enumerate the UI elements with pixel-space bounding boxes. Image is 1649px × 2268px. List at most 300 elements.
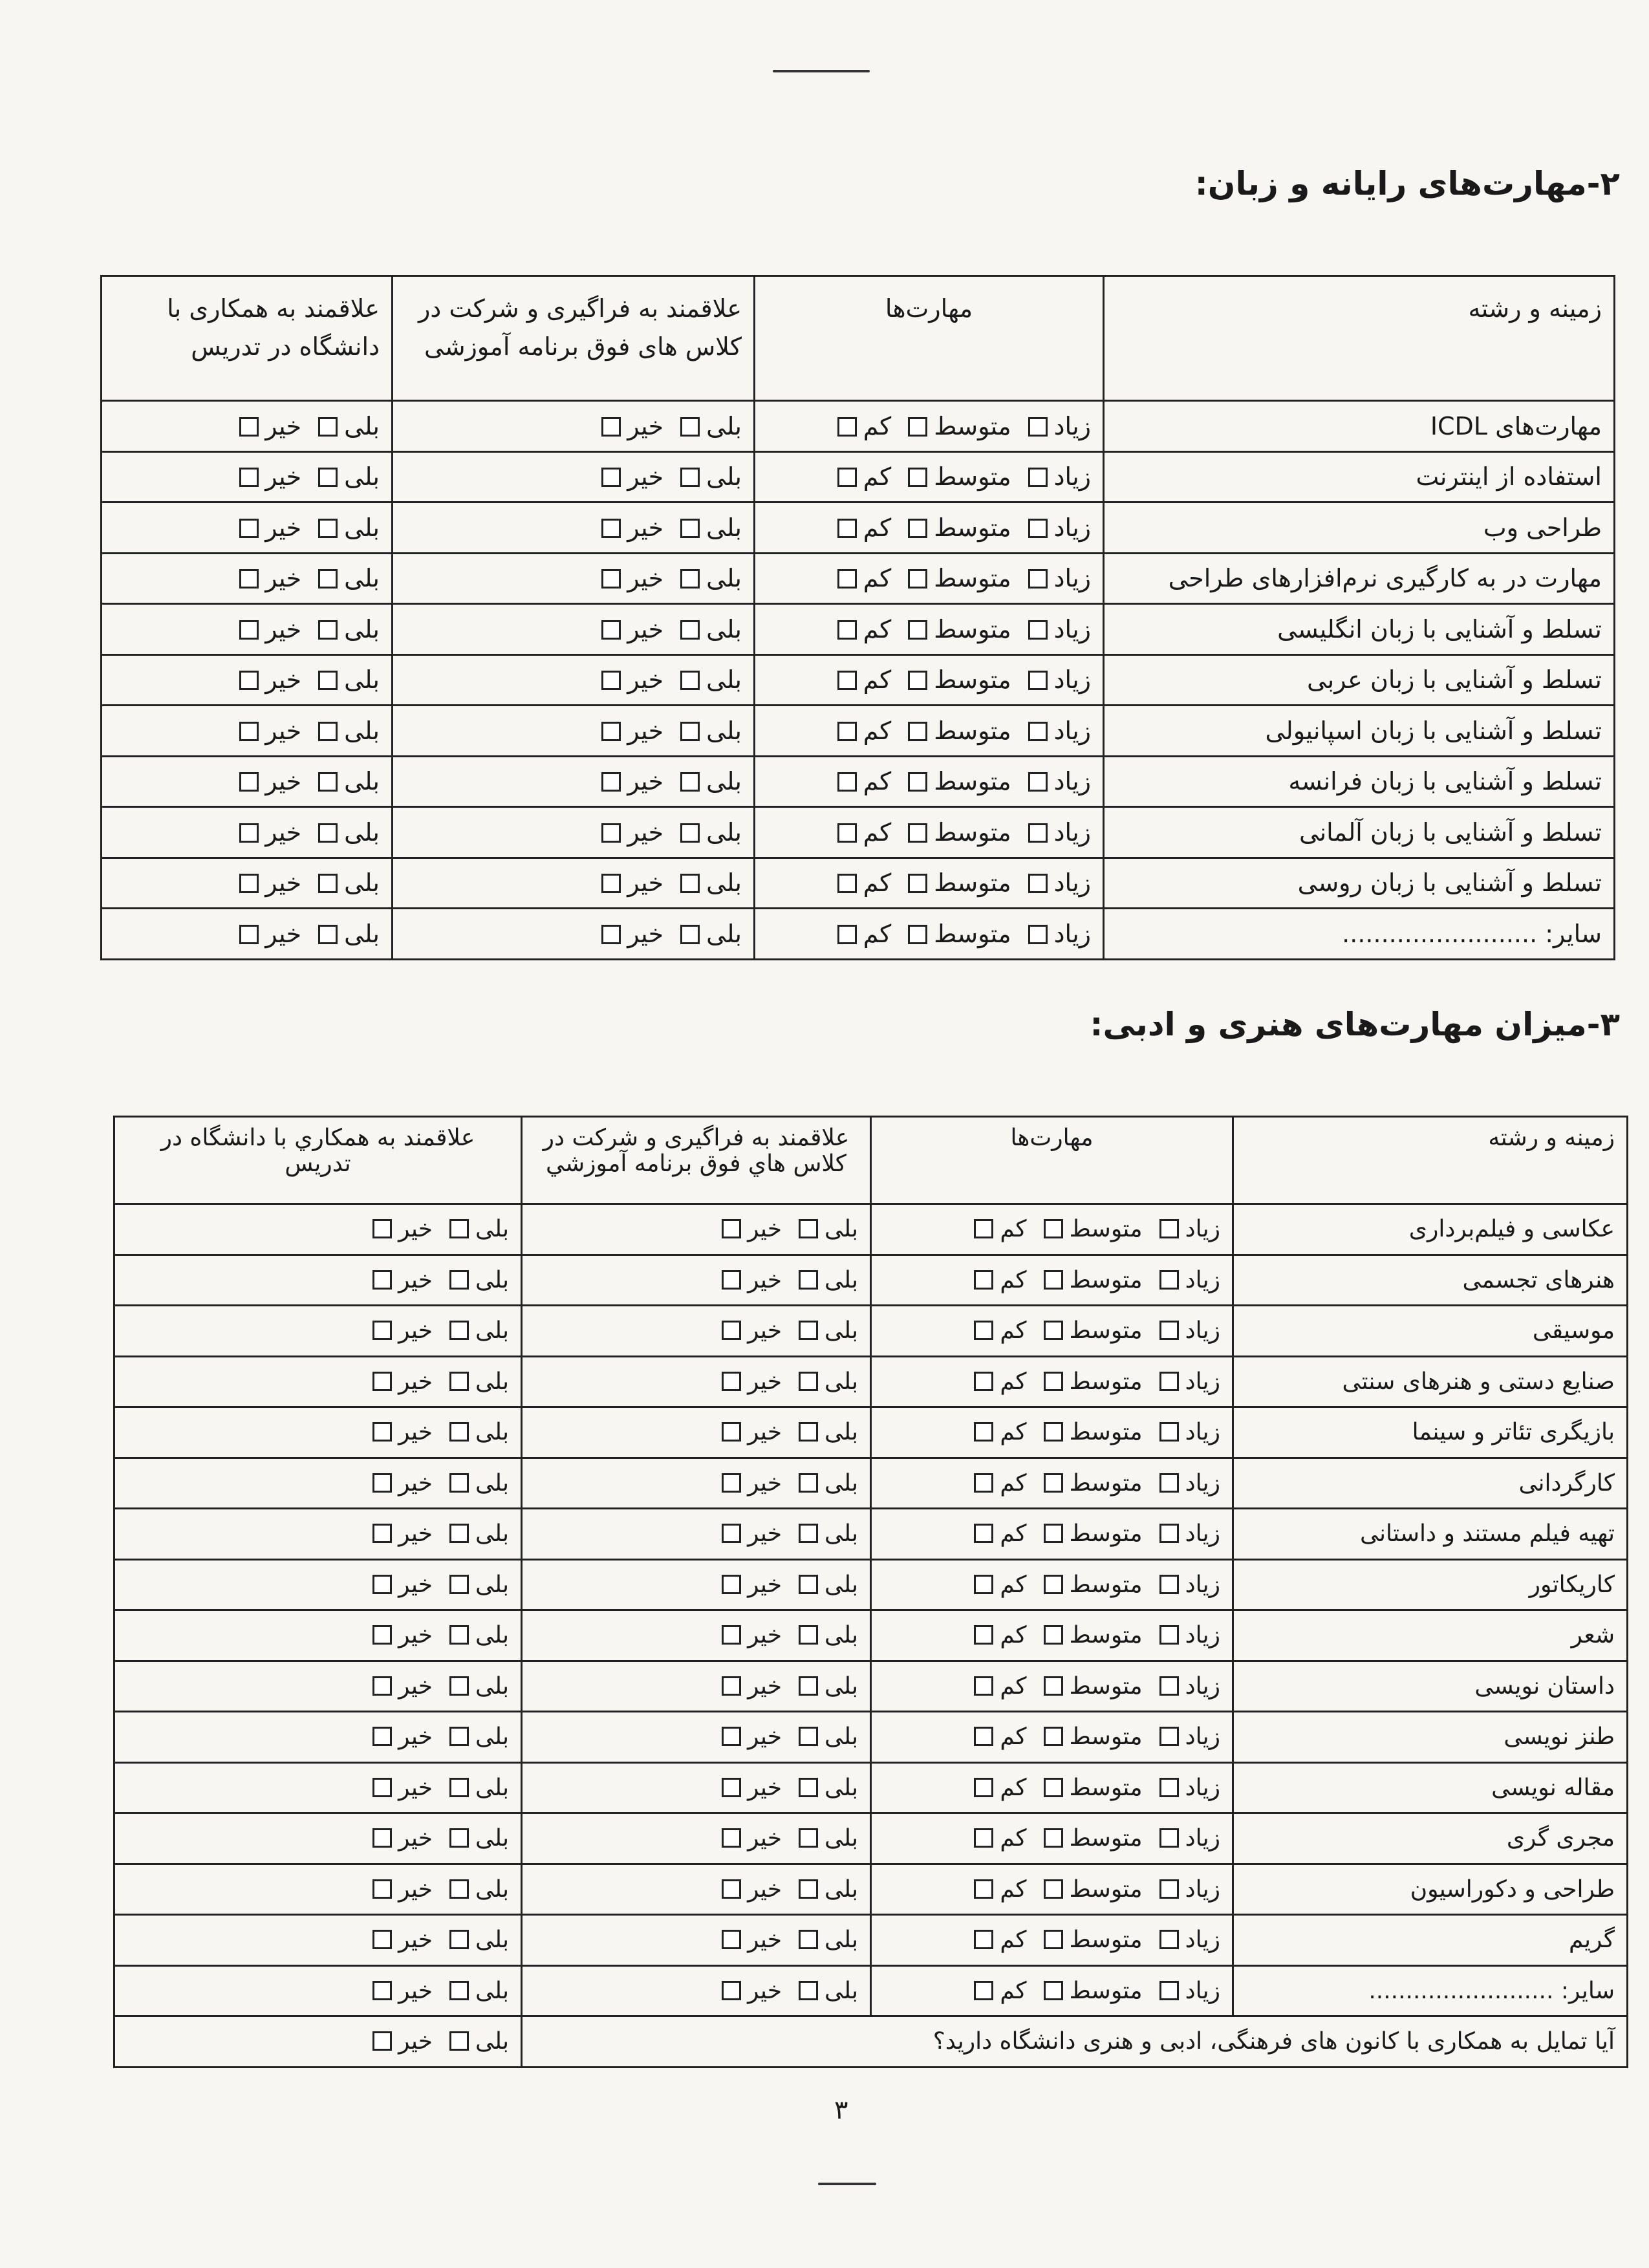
checkbox-medium[interactable] <box>1044 1321 1063 1340</box>
option-high <box>1159 1216 1220 1242</box>
checkbox-low[interactable] <box>974 1524 993 1543</box>
checkbox-learn-no[interactable] <box>722 1422 741 1442</box>
option-label: زیاد <box>1053 513 1091 542</box>
option-learn-no <box>722 1216 782 1242</box>
checkbox-low[interactable] <box>974 1422 993 1442</box>
checkbox-medium[interactable] <box>1044 1575 1063 1594</box>
option-medium <box>1044 1825 1143 1852</box>
checkbox-collab-no[interactable] <box>239 519 259 538</box>
option-collab-yes <box>318 920 380 948</box>
option-label: بلی <box>706 716 742 745</box>
option-label: خیر <box>748 1266 782 1293</box>
option-learn-no <box>722 1317 782 1344</box>
checkbox-collab-yes[interactable] <box>318 519 338 538</box>
table-row <box>114 1407 1628 1458</box>
option-label: بلی <box>344 869 380 898</box>
option-label: کم <box>1000 1571 1027 1598</box>
option-label: متوسط <box>1069 1723 1143 1751</box>
checkbox-collab-yes[interactable] <box>449 1473 469 1493</box>
option-medium <box>908 462 1011 491</box>
option-label: زیاد <box>1185 1723 1220 1751</box>
checkbox-collab-yes[interactable] <box>449 1676 469 1696</box>
option-label: بلی <box>824 1825 858 1852</box>
checkbox-learn-no[interactable] <box>722 1575 741 1594</box>
checkbox-low[interactable] <box>837 772 857 792</box>
checkbox-collab-no[interactable] <box>372 1219 392 1238</box>
checkbox-learn-no[interactable] <box>722 1473 741 1493</box>
field-name-cell <box>1104 807 1615 858</box>
checkbox-collab-no[interactable] <box>239 722 259 741</box>
checkbox-collab-no[interactable] <box>372 1676 392 1696</box>
checkbox-learn-yes[interactable] <box>799 1524 818 1543</box>
option-learn-no <box>601 462 663 491</box>
checkbox-learn-yes[interactable] <box>799 1321 818 1340</box>
checkbox-medium[interactable] <box>908 519 927 538</box>
option-label: متوسط <box>1069 1927 1143 1954</box>
checkbox-learn-yes[interactable] <box>799 1828 818 1848</box>
checkbox-collab-no[interactable] <box>239 772 259 792</box>
checkbox-collab-yes[interactable] <box>318 468 338 487</box>
checkbox-high[interactable] <box>1028 823 1048 843</box>
checkbox-learn-no[interactable] <box>601 417 621 437</box>
option-label: متوسط <box>934 411 1011 440</box>
option-label: متوسط <box>934 564 1011 593</box>
checkbox-collab-no[interactable] <box>372 1879 392 1899</box>
table-row <box>114 1762 1628 1813</box>
checkbox-learn-no[interactable] <box>722 1524 741 1543</box>
checkbox-medium[interactable] <box>1044 1727 1063 1746</box>
option-learn-no <box>601 412 663 440</box>
checkbox-low[interactable] <box>974 1321 993 1340</box>
checkbox-medium[interactable] <box>908 722 927 741</box>
option-label: خیر <box>627 513 664 542</box>
checkbox-collab-yes[interactable] <box>318 772 338 792</box>
checkbox-collab-yes[interactable] <box>449 1270 469 1290</box>
checkbox-medium[interactable] <box>1044 1676 1063 1696</box>
checkbox-learn-no[interactable] <box>722 1930 741 1949</box>
checkbox-learn-no[interactable] <box>722 1270 741 1290</box>
learn-interest-cell <box>393 756 755 807</box>
checkbox-collab-yes[interactable] <box>318 417 338 437</box>
checkbox-low[interactable] <box>837 874 857 893</box>
checkbox-collab-no[interactable] <box>239 823 259 843</box>
checkbox-medium[interactable] <box>908 772 927 792</box>
field-name: مقاله نویسی <box>1491 1774 1615 1801</box>
checkbox-collab-yes[interactable] <box>449 1930 469 1949</box>
checkbox-learn-no[interactable] <box>601 569 621 589</box>
collab-interest-cell <box>114 1356 522 1407</box>
checkbox-learn-yes[interactable] <box>799 1372 818 1391</box>
checkbox-learn-no[interactable] <box>722 1981 741 2000</box>
checkbox-collab-no[interactable] <box>372 1981 392 2000</box>
learn-interest-cell <box>393 909 755 960</box>
checkbox-learn-no[interactable] <box>722 1321 741 1340</box>
checkbox-medium[interactable] <box>908 620 927 640</box>
checkbox-collab-no[interactable] <box>372 1575 392 1594</box>
option-label: زیاد <box>1185 1266 1220 1293</box>
option-collab-no <box>239 513 301 542</box>
checkbox-final-yes[interactable] <box>449 2031 469 2051</box>
option-high <box>1028 412 1091 440</box>
checkbox-medium[interactable] <box>1044 1879 1063 1899</box>
checkbox-collab-yes[interactable] <box>449 1778 469 1797</box>
option-collab-yes <box>318 717 380 745</box>
checkbox-learn-no[interactable] <box>601 468 621 487</box>
checkbox-collab-no[interactable] <box>239 671 259 690</box>
checkbox-low[interactable] <box>837 417 857 437</box>
checkbox-learn-yes[interactable] <box>680 671 700 690</box>
table-row <box>114 1559 1628 1610</box>
field-name-cell <box>1233 1864 1628 1915</box>
checkbox-learn-no[interactable] <box>601 722 621 741</box>
checkbox-learn-yes[interactable] <box>680 569 700 589</box>
option-medium <box>1044 1927 1143 1953</box>
checkbox-learn-yes[interactable] <box>799 1473 818 1493</box>
checkbox-low[interactable] <box>974 1879 993 1899</box>
checkbox-medium[interactable] <box>908 569 927 589</box>
checkbox-high[interactable] <box>1028 519 1048 538</box>
checkbox-low[interactable] <box>837 722 857 741</box>
checkbox-collab-no[interactable] <box>239 569 259 589</box>
option-label: خیر <box>627 767 664 796</box>
checkbox-medium[interactable] <box>1044 1422 1063 1442</box>
checkbox-collab-yes[interactable] <box>449 1727 469 1746</box>
checkbox-learn-yes[interactable] <box>680 823 700 843</box>
checkbox-low[interactable] <box>974 1219 993 1238</box>
checkbox-learn-yes[interactable] <box>799 1879 818 1899</box>
checkbox-learn-no[interactable] <box>722 1778 741 1797</box>
table-row <box>102 451 1615 502</box>
option-label: کم <box>863 411 892 440</box>
checkbox-learn-yes[interactable] <box>680 417 700 437</box>
option-label: خیر <box>265 462 302 491</box>
checkbox-collab-yes[interactable] <box>318 569 338 589</box>
checkbox-collab-yes[interactable] <box>449 1625 469 1645</box>
option-label: متوسط <box>1069 1571 1143 1598</box>
checkbox-medium[interactable] <box>1044 1219 1063 1238</box>
checkbox-high[interactable] <box>1159 1473 1179 1493</box>
option-collab-no <box>239 412 301 440</box>
checkbox-low[interactable] <box>837 925 857 944</box>
option-collab-yes <box>318 412 380 440</box>
option-collab-no <box>239 717 301 745</box>
option-label: کم <box>1000 1927 1027 1954</box>
checkbox-high[interactable] <box>1028 468 1048 487</box>
checkbox-learn-yes[interactable] <box>799 1676 818 1696</box>
option-low <box>974 1927 1026 1953</box>
checkbox-medium[interactable] <box>1044 1372 1063 1391</box>
checkbox-collab-no[interactable] <box>239 620 259 640</box>
option-high <box>1028 818 1091 847</box>
checkbox-learn-no[interactable] <box>601 620 621 640</box>
learn-interest-cell <box>393 451 755 502</box>
option-label: زیاد <box>1053 767 1091 796</box>
checkbox-collab-no[interactable] <box>372 1372 392 1391</box>
checkbox-medium[interactable] <box>908 874 927 893</box>
checkbox-learn-no[interactable] <box>601 823 621 843</box>
checkbox-medium[interactable] <box>908 671 927 690</box>
field-name: موسیقی <box>1532 1317 1615 1345</box>
checkbox-learn-yes[interactable] <box>680 468 700 487</box>
checkbox-collab-yes[interactable] <box>318 874 338 893</box>
checkbox-learn-no[interactable] <box>722 1219 741 1238</box>
checkbox-learn-yes[interactable] <box>680 772 700 792</box>
checkbox-low[interactable] <box>974 1981 993 2000</box>
checkbox-learn-no[interactable] <box>722 1879 741 1899</box>
option-collab-yes <box>318 869 380 897</box>
checkbox-learn-yes[interactable] <box>680 722 700 741</box>
checkbox-low[interactable] <box>974 1625 993 1645</box>
option-label: بلی <box>475 1977 509 2004</box>
checkbox-collab-yes[interactable] <box>318 722 338 741</box>
option-learn-yes <box>799 1368 858 1395</box>
checkbox-high[interactable] <box>1028 417 1048 437</box>
checkbox-learn-yes[interactable] <box>680 874 700 893</box>
option-collab-no <box>372 1622 433 1648</box>
checkbox-collab-no[interactable] <box>239 925 259 944</box>
checkbox-collab-no[interactable] <box>372 1422 392 1442</box>
checkbox-high[interactable] <box>1159 1321 1179 1340</box>
checkbox-medium[interactable] <box>1044 1828 1063 1848</box>
option-low <box>837 615 891 643</box>
field-name-cell <box>1233 1407 1628 1458</box>
checkbox-learn-yes[interactable] <box>680 620 700 640</box>
checkbox-high[interactable] <box>1159 1828 1179 1848</box>
option-label: متوسط <box>934 919 1011 948</box>
checkbox-collab-yes[interactable] <box>449 1981 469 2000</box>
option-label: خیر <box>748 1216 782 1243</box>
checkbox-low[interactable] <box>974 1575 993 1594</box>
checkbox-low[interactable] <box>837 823 857 843</box>
option-low <box>974 1368 1026 1395</box>
option-label: خیر <box>398 1317 433 1345</box>
learn-interest-cell <box>522 1204 871 1255</box>
collab-interest-cell <box>102 858 393 909</box>
option-label: زیاد <box>1053 817 1091 847</box>
checkbox-collab-no[interactable] <box>372 1778 392 1797</box>
option-label: بلی <box>344 716 380 745</box>
checkbox-low[interactable] <box>974 1828 993 1848</box>
checkbox-learn-no[interactable] <box>601 874 621 893</box>
checkbox-high[interactable] <box>1159 1727 1179 1746</box>
option-label: متوسط <box>934 513 1011 542</box>
collab-interest-cell <box>102 451 393 502</box>
checkbox-high[interactable] <box>1159 1270 1179 1290</box>
option-label: بلی <box>706 614 742 643</box>
checkbox-low[interactable] <box>837 671 857 690</box>
checkbox-high[interactable] <box>1028 772 1048 792</box>
option-label: بلی <box>475 1875 509 1903</box>
checkbox-high[interactable] <box>1159 1625 1179 1645</box>
collab-interest-cell <box>114 1610 522 1661</box>
table-row <box>114 1661 1628 1712</box>
checkbox-high[interactable] <box>1159 1575 1179 1594</box>
checkbox-learn-yes[interactable] <box>799 1981 818 2000</box>
checkbox-high[interactable] <box>1159 1676 1179 1696</box>
option-label: خیر <box>627 665 664 695</box>
field-name: تسلط و آشنایی با زبان روسی <box>1297 869 1602 898</box>
collab-interest-cell <box>114 1407 522 1458</box>
table-row <box>102 807 1615 858</box>
page-number: ۳ <box>834 2095 848 2125</box>
checkbox-medium[interactable] <box>908 925 927 944</box>
option-label: خیر <box>398 2028 433 2055</box>
checkbox-low[interactable] <box>974 1676 993 1696</box>
checkbox-collab-yes[interactable] <box>449 1828 469 1848</box>
option-low <box>974 1978 1026 2004</box>
option-collab-no <box>239 564 301 592</box>
checkbox-low[interactable] <box>974 1930 993 1949</box>
checkbox-collab-no[interactable] <box>372 1727 392 1746</box>
checkbox-collab-no[interactable] <box>239 468 259 487</box>
option-label: بلی <box>706 564 742 593</box>
checkbox-medium[interactable] <box>1044 1270 1063 1290</box>
checkbox-final-no[interactable] <box>372 2031 392 2051</box>
option-collab-no <box>372 1825 433 1852</box>
checkbox-learn-no[interactable] <box>722 1727 741 1746</box>
checkbox-collab-yes[interactable] <box>318 671 338 690</box>
checkbox-low[interactable] <box>974 1727 993 1746</box>
table-row <box>114 1965 1628 2016</box>
checkbox-learn-yes[interactable] <box>680 925 700 944</box>
option-collab-no <box>372 1520 433 1547</box>
checkbox-low[interactable] <box>837 569 857 589</box>
field-name-cell <box>1233 1712 1628 1763</box>
table-row <box>102 553 1615 604</box>
checkbox-medium[interactable] <box>1044 1625 1063 1645</box>
checkbox-learn-yes[interactable] <box>799 1270 818 1290</box>
checkbox-collab-yes[interactable] <box>449 1524 469 1543</box>
checkbox-learn-yes[interactable] <box>799 1575 818 1594</box>
checkbox-high[interactable] <box>1028 671 1048 690</box>
checkbox-learn-yes[interactable] <box>799 1778 818 1797</box>
checkbox-low[interactable] <box>974 1473 993 1493</box>
checkbox-low[interactable] <box>837 620 857 640</box>
checkbox-low[interactable] <box>974 1372 993 1391</box>
option-learn-no <box>722 1876 782 1903</box>
checkbox-collab-no[interactable] <box>372 1625 392 1645</box>
checkbox-learn-no[interactable] <box>722 1676 741 1696</box>
option-label: بلی <box>475 1825 509 1852</box>
checkbox-high[interactable] <box>1159 1778 1179 1797</box>
checkbox-learn-no[interactable] <box>722 1625 741 1645</box>
option-label: بلی <box>824 1520 858 1548</box>
checkbox-medium[interactable] <box>1044 1524 1063 1543</box>
checkbox-collab-no[interactable] <box>372 1321 392 1340</box>
checkbox-high[interactable] <box>1159 1372 1179 1391</box>
checkbox-learn-yes[interactable] <box>680 519 700 538</box>
checkbox-high[interactable] <box>1028 620 1048 640</box>
checkbox-high[interactable] <box>1159 1524 1179 1543</box>
checkbox-collab-yes[interactable] <box>318 620 338 640</box>
checkbox-medium[interactable] <box>908 417 927 437</box>
option-label: خیر <box>398 1774 433 1801</box>
learn-interest-cell <box>522 1559 871 1610</box>
checkbox-collab-no[interactable] <box>239 417 259 437</box>
checkbox-collab-no[interactable] <box>372 1930 392 1949</box>
checkbox-high[interactable] <box>1028 874 1048 893</box>
checkbox-learn-yes[interactable] <box>799 1422 818 1442</box>
option-label: خیر <box>265 716 302 745</box>
option-label: خیر <box>748 1317 782 1345</box>
checkbox-collab-no[interactable] <box>372 1473 392 1493</box>
checkbox-high[interactable] <box>1159 1930 1179 1949</box>
checkbox-collab-yes[interactable] <box>449 1372 469 1391</box>
option-collab-no <box>239 615 301 643</box>
checkbox-collab-yes[interactable] <box>449 1575 469 1594</box>
checkbox-learn-yes[interactable] <box>799 1625 818 1645</box>
option-collab-no <box>239 818 301 847</box>
checkbox-learn-no[interactable] <box>722 1828 741 1848</box>
table-row <box>102 909 1615 960</box>
field-name: صنایع دستی و هنرهای سنتی <box>1342 1368 1615 1395</box>
checkbox-low[interactable] <box>837 519 857 538</box>
checkbox-learn-no[interactable] <box>601 925 621 944</box>
checkbox-collab-no[interactable] <box>372 1828 392 1848</box>
option-label: بلی <box>475 1927 509 1954</box>
learn-interest-cell <box>522 1661 871 1712</box>
checkbox-collab-no[interactable] <box>372 1524 392 1543</box>
checkbox-learn-no[interactable] <box>601 772 621 792</box>
option-label: متوسط <box>1069 1266 1143 1293</box>
checkbox-collab-yes[interactable] <box>449 1879 469 1899</box>
option-label: بلی <box>344 919 380 948</box>
checkbox-learn-yes[interactable] <box>799 1219 818 1238</box>
checkbox-medium[interactable] <box>908 468 927 487</box>
checkbox-learn-no[interactable] <box>722 1372 741 1391</box>
checkbox-learn-yes[interactable] <box>799 1930 818 1949</box>
option-label: خیر <box>398 1672 433 1700</box>
header-learn: علاقمند به فراگیری و شرکت در کلاس های فوق برنامه آموزشی <box>393 276 755 401</box>
checkbox-high[interactable] <box>1159 1422 1179 1442</box>
checkbox-learn-no[interactable] <box>601 671 621 690</box>
checkbox-collab-yes[interactable] <box>449 1219 469 1238</box>
option-medium <box>1044 1775 1143 1801</box>
checkbox-medium[interactable] <box>1044 1930 1063 1949</box>
checkbox-collab-yes[interactable] <box>318 925 338 944</box>
option-label: بلی <box>824 1723 858 1751</box>
checkbox-high[interactable] <box>1028 722 1048 741</box>
checkbox-collab-yes[interactable] <box>449 1321 469 1340</box>
checkbox-low[interactable] <box>974 1778 993 1797</box>
checkbox-high[interactable] <box>1159 1879 1179 1899</box>
checkbox-collab-yes[interactable] <box>318 823 338 843</box>
option-high <box>1028 665 1091 694</box>
option-label: متوسط <box>1069 1317 1143 1345</box>
option-high <box>1159 1622 1220 1648</box>
option-label: خیر <box>265 411 302 440</box>
checkbox-medium[interactable] <box>908 823 927 843</box>
checkbox-collab-yes[interactable] <box>449 1422 469 1442</box>
checkbox-high[interactable] <box>1028 925 1048 944</box>
checkbox-medium[interactable] <box>1044 1981 1063 2000</box>
collab-interest-cell <box>102 654 393 706</box>
checkbox-medium[interactable] <box>1044 1473 1063 1493</box>
option-high <box>1159 1723 1220 1750</box>
checkbox-low[interactable] <box>974 1270 993 1290</box>
checkbox-medium[interactable] <box>1044 1778 1063 1797</box>
option-label: کم <box>1000 1977 1027 2004</box>
checkbox-high[interactable] <box>1159 1219 1179 1238</box>
option-label: خیر <box>398 1622 433 1649</box>
checkbox-collab-no[interactable] <box>372 1270 392 1290</box>
checkbox-learn-yes[interactable] <box>799 1727 818 1746</box>
checkbox-collab-no[interactable] <box>239 874 259 893</box>
checkbox-low[interactable] <box>837 468 857 487</box>
checkbox-learn-no[interactable] <box>601 519 621 538</box>
checkbox-high[interactable] <box>1159 1981 1179 2000</box>
checkbox-high[interactable] <box>1028 569 1048 589</box>
